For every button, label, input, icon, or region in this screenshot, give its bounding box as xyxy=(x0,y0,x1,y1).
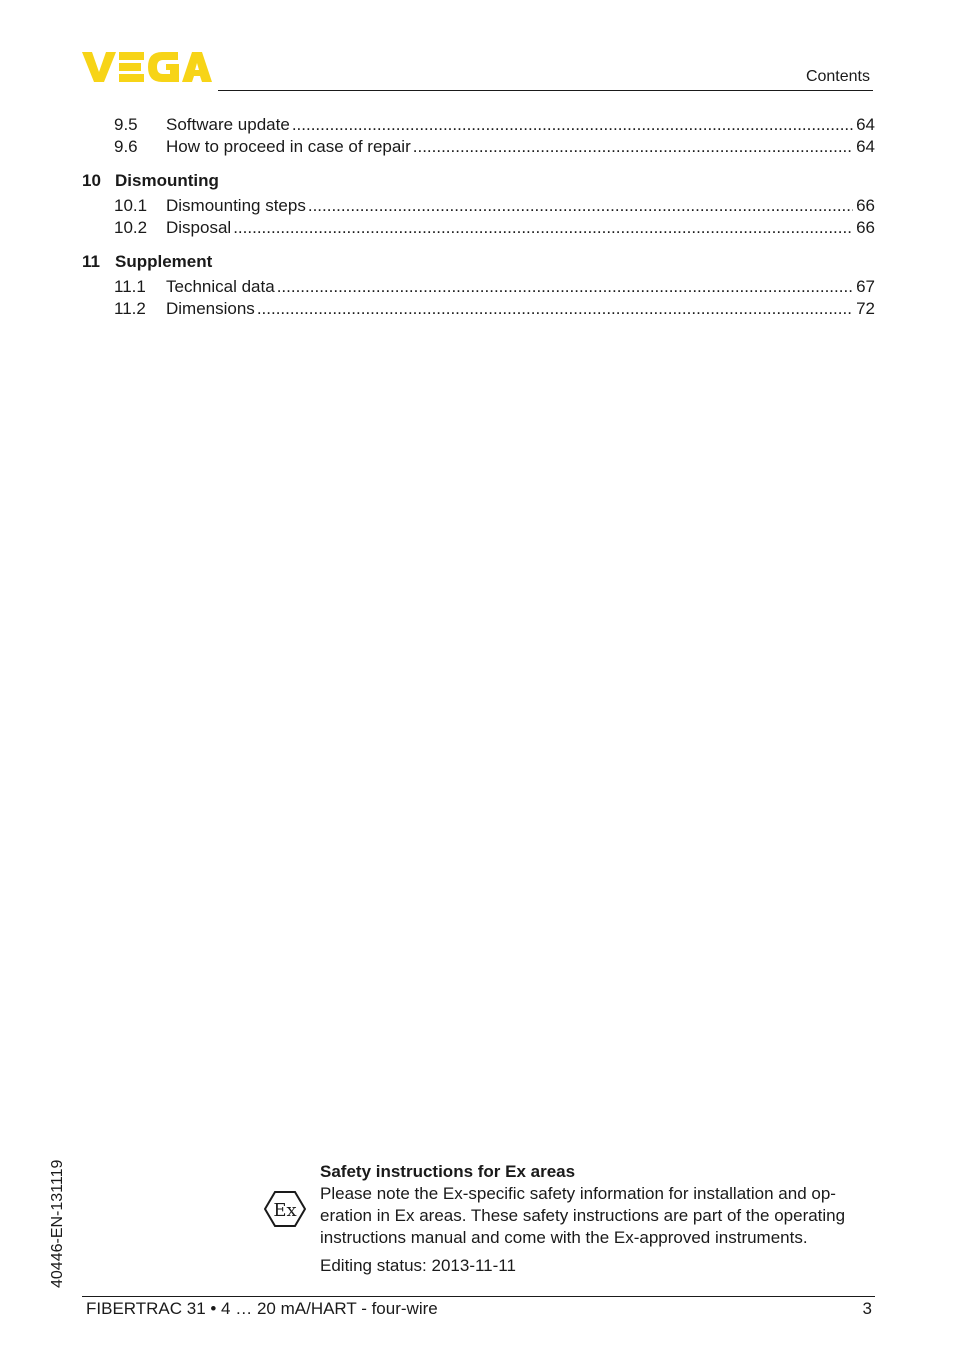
toc-entry[interactable] xyxy=(82,217,875,239)
footer-rule xyxy=(82,1296,875,1297)
toc-entry-page: 64 xyxy=(856,115,875,134)
toc-entry-title: How to proceed in case of repair xyxy=(166,137,411,156)
toc-entry[interactable] xyxy=(82,298,875,320)
toc-entry-title: Technical data xyxy=(166,277,275,296)
toc-entry-page: 67 xyxy=(856,277,875,296)
toc-leader-dots xyxy=(413,136,853,158)
toc-leader-dots xyxy=(292,114,853,136)
document-code: 40446-EN-131119 xyxy=(49,1159,66,1288)
safety-instructions xyxy=(320,1161,880,1277)
toc-entry-number: 10.1 xyxy=(114,196,148,215)
table-of-contents xyxy=(82,114,875,332)
toc-chapter-heading[interactable] xyxy=(82,251,875,276)
toc-entry-title: Dimensions xyxy=(166,299,255,318)
safety-text-line: Please note the Ex-specific safety information for installation and op- xyxy=(320,1184,836,1203)
safety-title: Safety instructions for Ex areas xyxy=(320,1162,576,1181)
toc-chapter-title: Supplement xyxy=(115,252,213,271)
toc-chapter-supplement xyxy=(82,251,875,320)
toc-continuation xyxy=(82,114,875,158)
toc-entry-page: 64 xyxy=(856,137,875,156)
toc-entry-title: Disposal xyxy=(166,218,232,237)
toc-leader-dots xyxy=(277,276,853,298)
vega-logo xyxy=(82,50,212,84)
footer-product: FIBERTRAC 31 • 4 … 20 mA/HART - four-wire xyxy=(86,1299,438,1318)
toc-leader-dots xyxy=(308,195,853,217)
toc-entry-title: Dismounting steps xyxy=(166,196,306,215)
toc-entry-page: 66 xyxy=(856,218,875,237)
toc-chapter-number: 11 xyxy=(82,252,100,271)
toc-entry[interactable] xyxy=(82,114,875,136)
safety-text-line: eration in Ex areas. These safety instructions are part of the operating xyxy=(320,1206,846,1225)
toc-chapter-number: 10 xyxy=(82,171,101,190)
header-title: Contents xyxy=(805,68,870,85)
toc-entry-number: 9.5 xyxy=(114,115,138,134)
svg-text:Ex: Ex xyxy=(273,1200,297,1221)
toc-entry[interactable] xyxy=(82,195,875,217)
toc-entry[interactable] xyxy=(82,276,875,298)
ex-icon xyxy=(264,1190,306,1228)
toc-chapter-dismounting xyxy=(82,170,875,239)
toc-entry-number: 10.2 xyxy=(114,218,148,237)
toc-entry-title: Software update xyxy=(166,115,290,134)
toc-entry-page: 66 xyxy=(856,196,875,215)
toc-entry-number: 11.1 xyxy=(114,277,146,296)
page-number: 3 xyxy=(862,1299,872,1318)
toc-entry-page: 72 xyxy=(856,299,875,318)
toc-entry[interactable] xyxy=(82,136,875,158)
toc-entry-number: 11.2 xyxy=(114,299,146,318)
toc-leader-dots xyxy=(257,298,853,320)
header-rule xyxy=(218,90,873,91)
toc-leader-dots xyxy=(233,217,853,239)
toc-chapter-heading[interactable] xyxy=(82,170,875,195)
safety-text-line: instructions manual and come with the Ex-approved instruments. xyxy=(320,1228,808,1247)
toc-chapter-title: Dismounting xyxy=(115,171,219,190)
editing-status: Editing status: 2013-11-11 xyxy=(320,1256,516,1275)
toc-entry-number: 9.6 xyxy=(114,137,138,156)
